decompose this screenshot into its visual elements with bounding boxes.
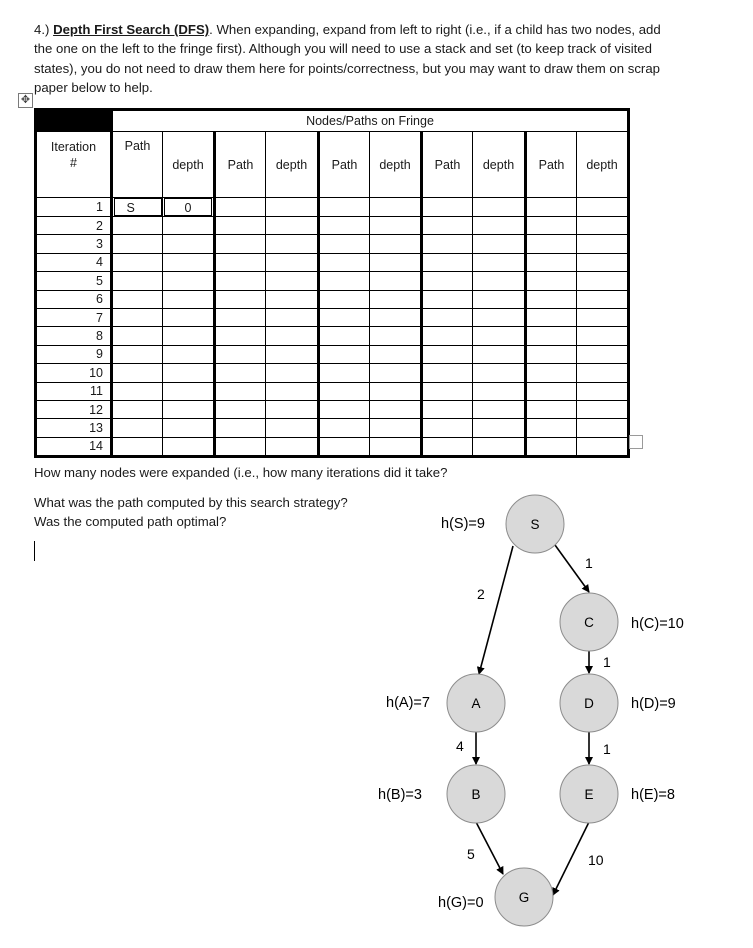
iteration-header-label: Iteration [50,140,97,154]
first-path-value: S [114,198,162,216]
heuristic-d: h(D)=9 [631,696,676,712]
edge-e-g [553,822,589,895]
node-a-label: A [471,696,481,711]
group-header: Nodes/Paths on Fringe [112,110,629,132]
node-g [495,868,553,926]
problem-number: 4.) [34,22,50,37]
iteration-number: 11 [36,382,112,400]
heuristic-g: h(G)=0 [438,895,484,911]
node-s-label: S [530,517,540,532]
cost-b-g: 5 [467,846,475,862]
iteration-number: 4 [36,253,112,271]
depth-header-4: depth [473,132,526,198]
question-path: What was the path computed by this search strategy? [34,495,348,510]
path-header-1: Path [112,132,163,198]
iteration-number: 1 [36,198,112,217]
question-optimal: Was the computed path optimal? [34,514,227,529]
iteration-number: 7 [36,308,112,326]
path-header-5: Path [526,132,577,198]
iteration-number: 10 [36,364,112,382]
iteration-number: 14 [36,437,112,456]
node-d [560,674,618,732]
heuristic-b: h(B)=3 [378,787,422,803]
path-header-3: Path [319,132,370,198]
node-g-label: G [518,890,530,905]
problem-title: Depth First Search (DFS) [53,22,210,37]
cost-s-a: 2 [477,586,485,602]
iteration-number: 2 [36,217,112,235]
depth-header-5: depth [577,132,629,198]
edge-s-c [555,545,589,592]
node-e [560,765,618,823]
iteration-number: 5 [36,272,112,290]
depth-header-2: depth [266,132,319,198]
iteration-number: 6 [36,290,112,308]
heuristic-c: h(C)=10 [631,616,684,632]
edge-b-g [476,822,503,874]
cost-c-d: 1 [603,654,611,670]
iteration-number: 12 [36,400,112,418]
question-expanded-count: How many nodes were expanded (i.e., how many iterations did it take? [34,465,448,480]
problem-text: . When expanding, expand from left to right (i.e., if a child has two nodes, add the one on the left to the fringe first). Although you will need to use a stack and set (to keep track of visited states), you do not need to draw them here for points/correctness, but you may want to draw them on scrap paper below to help. [34,22,661,95]
first-depth-value: 0 [164,198,212,216]
cost-a-b: 4 [456,738,464,754]
edge-s-a [479,546,513,674]
depth-header-3: depth [370,132,422,198]
depth-header-1: depth [163,132,215,198]
cost-e-g: 10 [588,852,604,868]
path-header-2: Path [215,132,266,198]
iteration-number: 9 [36,345,112,363]
heuristic-e: h(E)=8 [631,787,675,803]
node-c-label: C [584,615,594,630]
node-d-label: D [584,696,594,711]
table-move-handle-icon[interactable]: ✥ [18,93,33,108]
cost-d-e: 1 [603,741,611,757]
iteration-number: 8 [36,327,112,345]
node-s [506,495,564,553]
node-e-label: E [584,787,594,802]
iteration-number: 3 [36,235,112,253]
node-a [447,674,505,732]
heuristic-s: h(S)=9 [441,516,485,532]
cost-s-c: 1 [585,555,593,571]
path-header-4: Path [422,132,473,198]
node-b [447,765,505,823]
heuristic-a: h(A)=7 [386,695,430,711]
iteration-number: 13 [36,419,112,437]
iteration-header-hash: # [70,156,77,170]
node-b-label: B [471,787,481,802]
node-c [560,593,618,651]
